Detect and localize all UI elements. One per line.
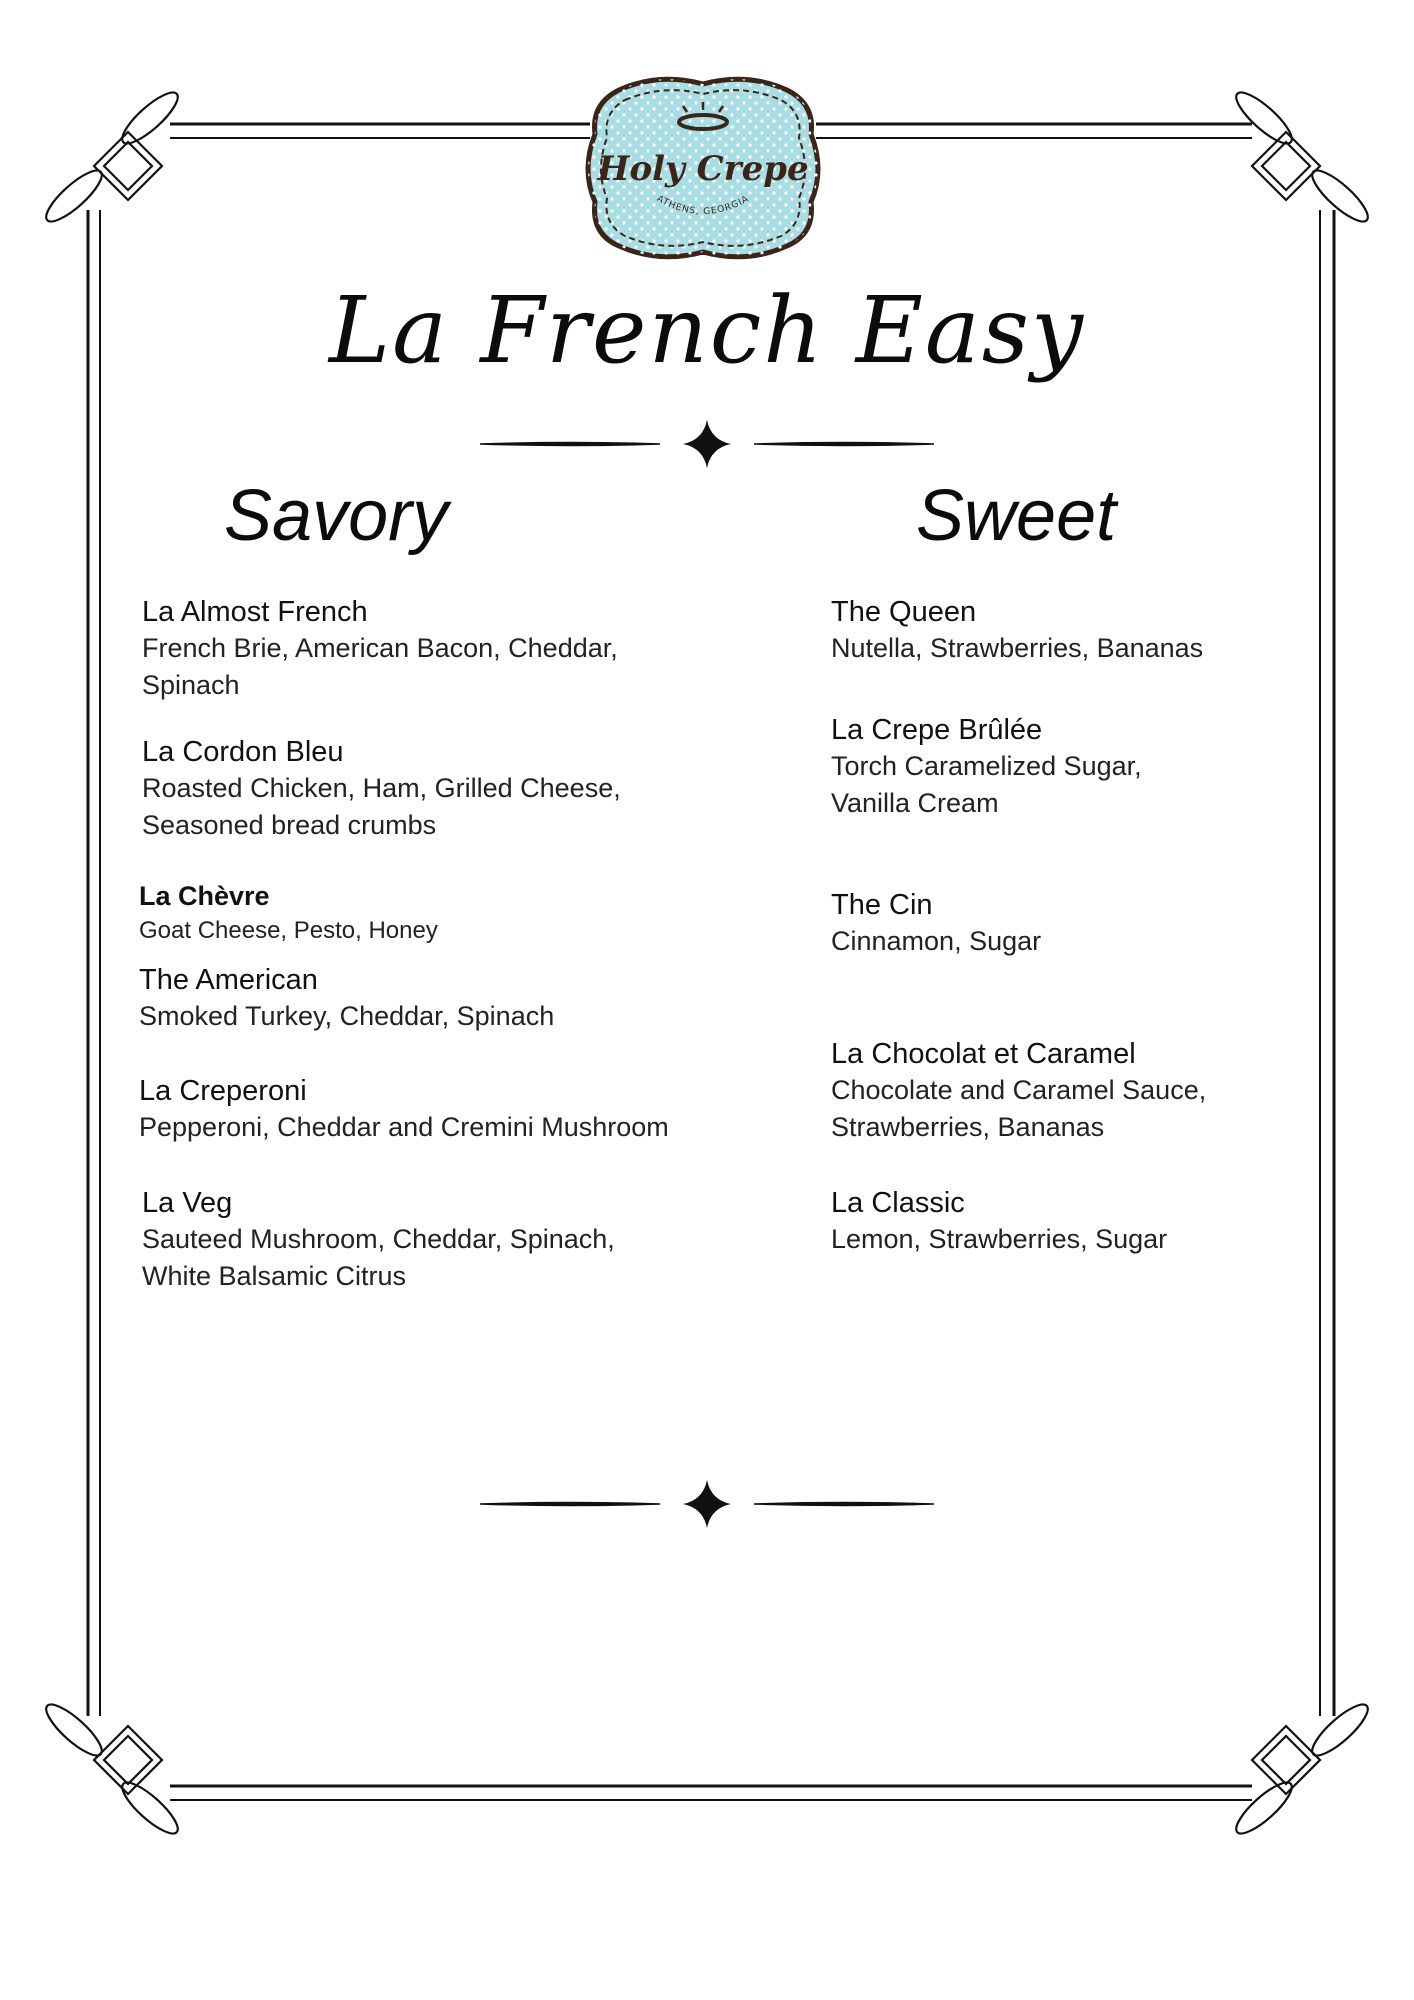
item-name: La Chèvre [139, 881, 270, 911]
four-point-star-icon [683, 1480, 731, 1528]
menu-item [831, 1185, 1414, 1258]
sweet-heading: Sweet [916, 476, 1117, 556]
menu-item [139, 962, 759, 1035]
menu-title: La French Easy [329, 277, 1085, 384]
item-desc: Pepperoni, Cheddar and Cremini Mushroom [139, 1112, 669, 1142]
logo-location: ATHENS, GEORGIA [654, 194, 752, 218]
holy-crepe-logo [579, 70, 827, 266]
item-desc: White Balsamic Citrus [142, 1261, 407, 1291]
item-desc: Sauteed Mushroom, Cheddar, Spinach, [142, 1224, 615, 1254]
menu-item [831, 712, 1414, 822]
item-desc: Strawberries, Bananas [831, 1112, 1105, 1142]
corner-flourish-top-right-icon [1230, 86, 1374, 229]
menu-item [139, 1073, 759, 1146]
item-desc: Cinnamon, Sugar [831, 926, 1042, 956]
bottom-divider [480, 1474, 934, 1534]
item-desc: Vanilla Cream [831, 788, 999, 818]
item-name: La Chocolat et Caramel [831, 1038, 1136, 1070]
item-desc: Nutella, Strawberries, Bananas [831, 633, 1204, 663]
item-name: La Cordon Bleu [142, 736, 344, 768]
item-name: La Classic [831, 1187, 965, 1219]
item-desc: Roasted Chicken, Ham, Grilled Cheese, [142, 773, 621, 803]
menu-item [831, 887, 1414, 960]
corner-flourish-bottom-right-icon [1230, 1698, 1374, 1841]
item-name: The American [139, 964, 318, 996]
item-desc: Goat Cheese, Pesto, Honey [139, 917, 438, 944]
menu-item [831, 594, 1414, 667]
four-point-star-icon [683, 420, 731, 468]
corner-flourish-bottom-left-icon [40, 1698, 184, 1841]
item-desc: Smoked Turkey, Cheddar, Spinach [139, 1001, 555, 1031]
item-name: La Creperoni [139, 1075, 307, 1107]
menu-item [142, 1185, 762, 1295]
savory-heading: Savory [224, 476, 449, 556]
item-desc: Torch Caramelized Sugar, [831, 751, 1142, 781]
item-name: The Cin [831, 889, 933, 921]
item-desc: French Brie, American Bacon, Cheddar, [142, 633, 618, 663]
menu-item [142, 734, 762, 844]
menu-item [831, 1036, 1414, 1146]
corner-flourish-top-left-icon [40, 86, 184, 229]
item-name: The Queen [831, 596, 977, 628]
logo-name: Holy Crepe [597, 149, 809, 189]
item-desc: Seasoned bread crumbs [142, 810, 437, 840]
menu-item [139, 878, 759, 948]
item-name: La Almost French [142, 596, 368, 628]
item-desc: Spinach [142, 670, 240, 700]
item-name: La Crepe Brûlée [831, 714, 1043, 746]
item-desc: Chocolate and Caramel Sauce, [831, 1075, 1207, 1105]
menu-item [142, 594, 762, 704]
item-desc: Lemon, Strawberries, Sugar [831, 1224, 1168, 1254]
item-name: La Veg [142, 1187, 233, 1219]
top-divider [480, 414, 934, 474]
